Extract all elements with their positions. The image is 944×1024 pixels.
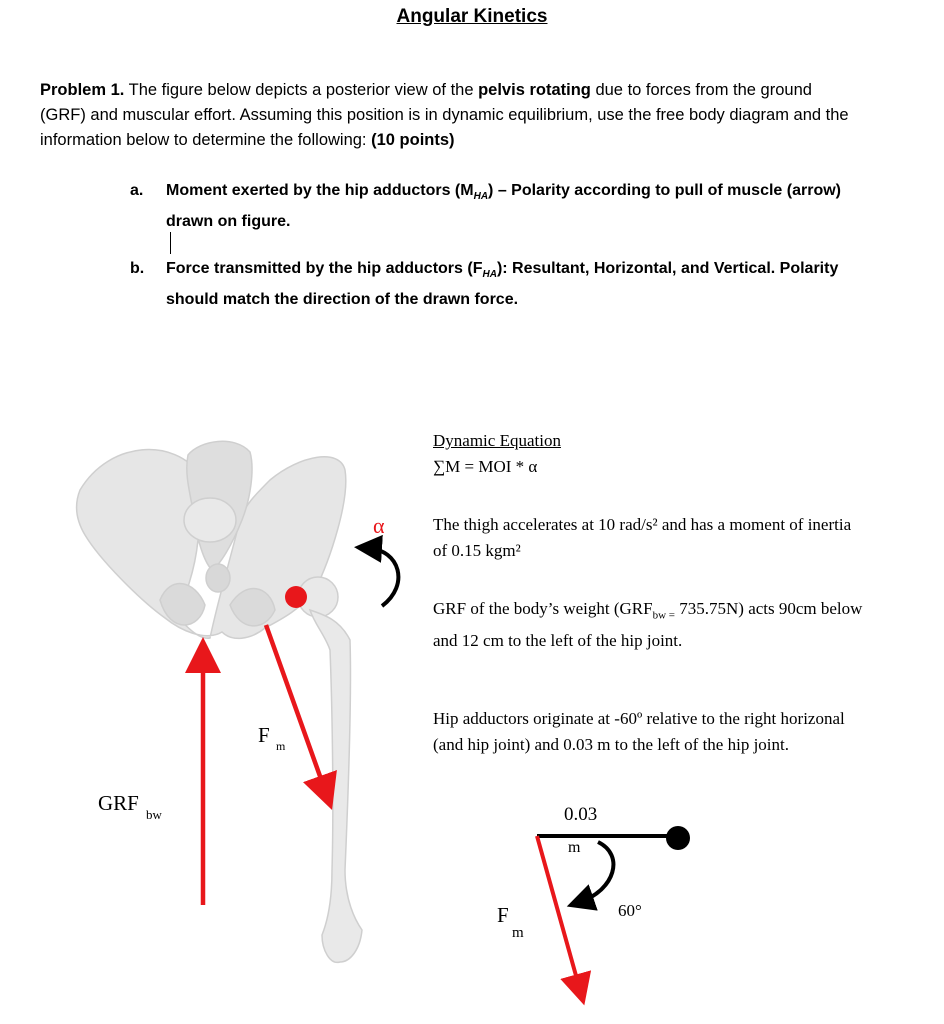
angle-arc-arrow: [580, 842, 613, 902]
question-b-pre: Force transmitted by the hip adductors (F: [166, 260, 483, 277]
question-label-b: b.: [130, 260, 145, 277]
question-b-post: ): Resultant, Horizontal, and Vertical. Polarity should match the direction of the drawn force.: [166, 260, 839, 309]
question-label-a: a.: [130, 182, 144, 199]
unit-label: m: [568, 839, 581, 856]
small-fm-arrow: [537, 836, 580, 990]
hip-joint-point: [666, 826, 690, 850]
fm-label: F: [258, 723, 270, 747]
problem-points: (10 points): [371, 131, 455, 149]
grf-label: GRF: [98, 791, 139, 815]
problem-intro-2: due to forces from the ground (GRF) and muscular effort. Assuming this position is in dynamic equilibrium, use the free body diagram and the information below to determine the following:: [40, 81, 849, 149]
thigh-info: The thigh accelerates at 10 rad/s² and has a moment of inertia of 0.15 kgm²: [433, 515, 852, 560]
grf-info: GRF of the body’s weight ($GRF_{bw =}$ 735.75N) acts 90cm below and 12 cm to the left of the hip joint.: [433, 599, 863, 651]
grf-sub-label: bw: [146, 807, 162, 822]
question-a-post: ) – Polarity according to pull of muscle (arrow) drawn on figure.: [166, 182, 841, 231]
question-a-sub: HA: [473, 191, 489, 203]
question-b-sub: HA: [482, 269, 497, 281]
problem-label: Problem 1.: [40, 81, 125, 99]
angle-label: 60°: [618, 901, 642, 920]
problem-bold-phrase: pelvis rotating: [478, 81, 591, 99]
problem-intro-1: The figure below depicts a posterior view of the: [124, 81, 479, 99]
fm-sub-label: m: [276, 739, 286, 753]
question-a-pre: Moment exerted by the hip adductors (M: [166, 182, 474, 199]
distance-label: 0.03: [564, 804, 598, 825]
adductor-info: Hip adductors originate at -60º relative to the right horizonal (and hip joint) and 0.03 m to the left of the hip joint.: [433, 709, 845, 754]
small-fm-label: F: [497, 903, 509, 927]
dynamic-equation-title: Dynamic Equation: [433, 431, 561, 450]
small-fm-sub-label: m: [512, 925, 524, 941]
alpha-label: α: [373, 513, 385, 538]
dynamic-equation: ∑M = MOI * α: [433, 457, 538, 476]
page-title: Angular Kinetics: [396, 6, 548, 27]
